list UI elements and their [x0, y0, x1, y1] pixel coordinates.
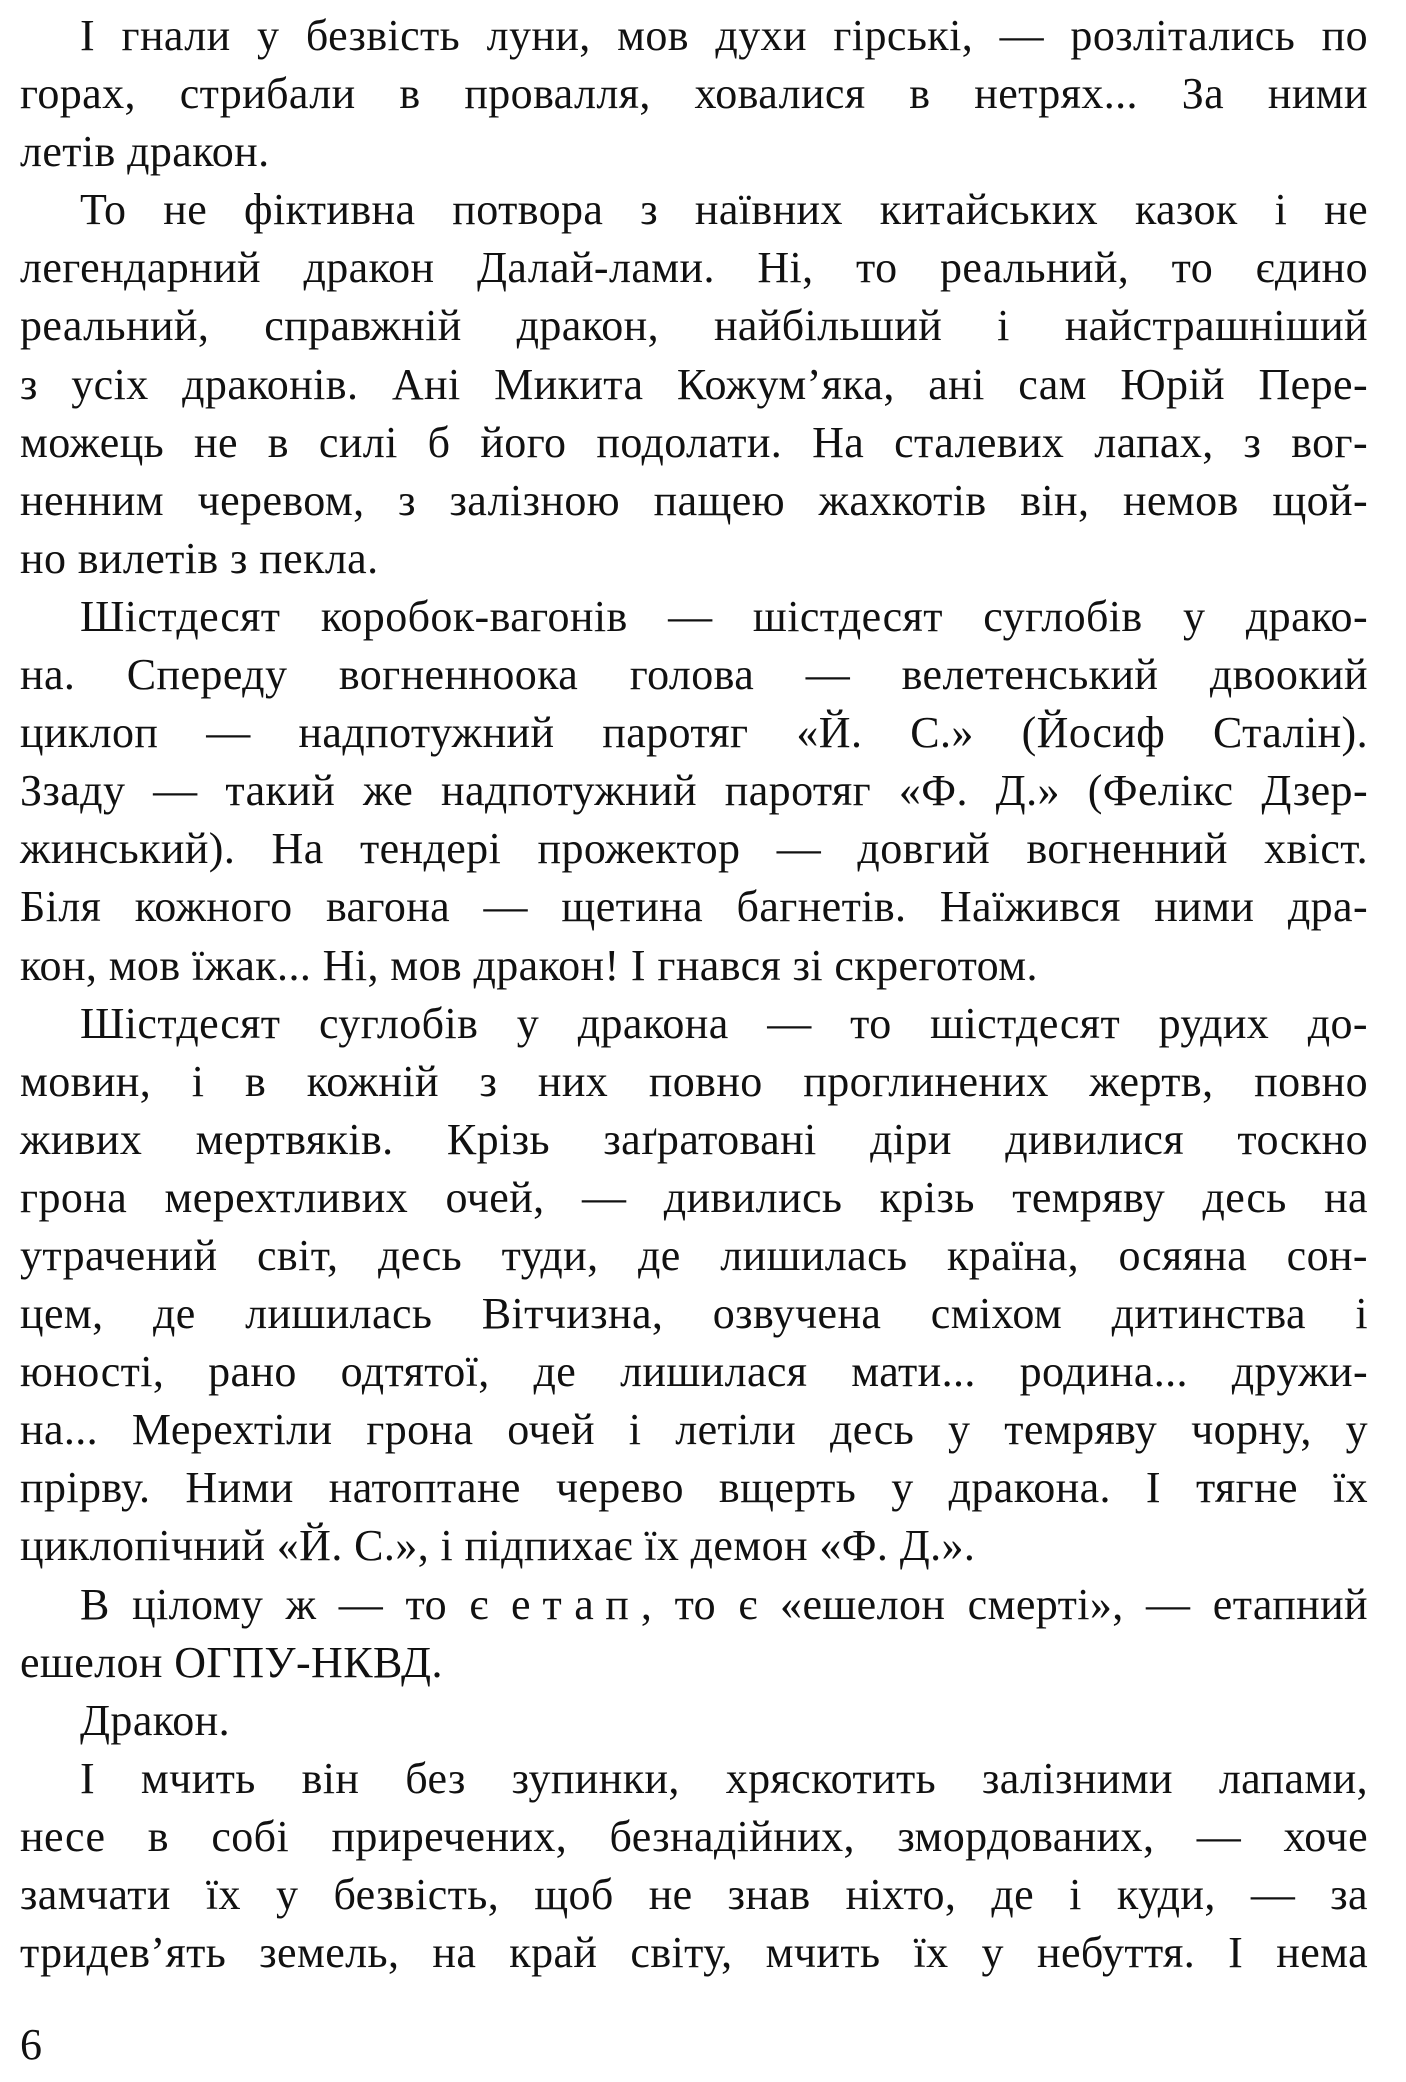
text-line: жинський). На тендері прожектор — довгий вогненний хвіст. — [20, 824, 1368, 874]
paragraph — [20, 181, 1368, 588]
text-line: з усіх драконів. Ані Микита Кожум’яка, ані сам Юрій Пере- — [20, 359, 1368, 409]
text-line: Ззаду — такий же надпотужний паротяг «Ф. Д.» (Фелікс Дзер- — [20, 766, 1368, 816]
text-line: Шістдесят коробок-вагонів — шістдесят суглобів у драко- — [80, 591, 1368, 641]
text-line — [20, 1576, 1368, 1634]
text-line: но вилетів з пекла. — [20, 533, 379, 583]
text-line: Дракон. — [80, 1695, 231, 1745]
text-line: І гнали у безвість луни, мов духи гірські, — розлітались по — [80, 11, 1368, 60]
text-line: кон, мов їжак... Ні, мов дракон! І гнався зі скреготом. — [20, 940, 1038, 990]
text-line: І мчить він без зупинки, хряскотить залізними лапами, — [80, 1753, 1368, 1803]
text-line: живих мертвяків. Крізь заґратовані діри дивилися тоскно — [20, 1114, 1368, 1164]
text-line: реальний, справжній дракон, найбільший і найстрашніший — [20, 301, 1368, 351]
text-line: Шістдесят суглобів у дракона — то шістдесят рудих до- — [80, 998, 1368, 1048]
text-line: То не фіктивна потвора з наївних китайських казок і не — [80, 185, 1368, 235]
emphasized-word: етап — [511, 1579, 641, 1629]
text-line: циклопічний «Й. С.», і підпихає їх демон «Ф. Д.». — [20, 1521, 976, 1571]
text-line: грона мерехтливих очей, — дивились крізь темряву десь на — [20, 1172, 1368, 1222]
text-line: тридев’ять земель, на край світу, мчить їх у небуття. І нема — [20, 1928, 1368, 1978]
paragraph — [20, 1750, 1368, 1982]
text-line: мовин, і в кожній з них повно проглинених жертв, повно — [20, 1056, 1368, 1106]
text-line: замчати їх у безвість, щоб не знав ніхто, де і куди, — за — [20, 1870, 1368, 1919]
page-number: 6 — [20, 2020, 42, 2069]
paragraph — [20, 1692, 1368, 1750]
text-line: прірву. Ними натоптане черево вщерть у дракона. І тягне їх — [20, 1463, 1368, 1513]
text-line: циклоп — надпотужний паротяг «Й. С.» (Йосиф Сталін). — [20, 708, 1368, 758]
text-line: летів дракон. — [20, 127, 270, 177]
text-line: Біля кожного вагона — щетина багнетів. Наїжився ними дра- — [20, 882, 1368, 932]
book-page-text — [20, 7, 1368, 1982]
text-line: цем, де лишилась Вітчизна, озвучена сміхом дитинства і — [20, 1289, 1368, 1339]
text-fragment: В цілому ж — то є — [80, 1579, 512, 1629]
text-line: можець не в силі б його подолати. На сталевих лапах, з вог- — [20, 417, 1368, 467]
text-line: на. Спереду вогненноока голова — велетенський двоокий — [20, 650, 1368, 700]
text-line: ненним черевом, з залізною пащею жахкотів він, немов щой- — [20, 475, 1368, 525]
paragraph — [20, 588, 1368, 995]
text-line: ешелон ОГПУ-НКВД. — [20, 1637, 443, 1687]
text-fragment: , то є «ешелон смерті», — етапний — [640, 1579, 1368, 1629]
text-line: легендарний дракон Далай-лами. Ні, то реальний, то єдино — [20, 243, 1368, 293]
paragraph — [20, 7, 1368, 181]
text-line: юності, рано одтятої, де лишилася мати... родина... дружи- — [20, 1347, 1368, 1397]
paragraph — [20, 1576, 1368, 1692]
text-line: на... Мерехтіли грона очей і летіли десь у темряву чорну, у — [20, 1405, 1368, 1455]
text-line: несе в собі приречених, безнадійних, змордованих, — хоче — [20, 1811, 1368, 1861]
paragraph — [20, 995, 1368, 1576]
text-line: горах, стрибали в провалля, ховалися в нетрях... За ними — [20, 69, 1368, 119]
text-line: утрачений світ, десь туди, де лишилась країна, осяяна сон- — [20, 1230, 1368, 1280]
